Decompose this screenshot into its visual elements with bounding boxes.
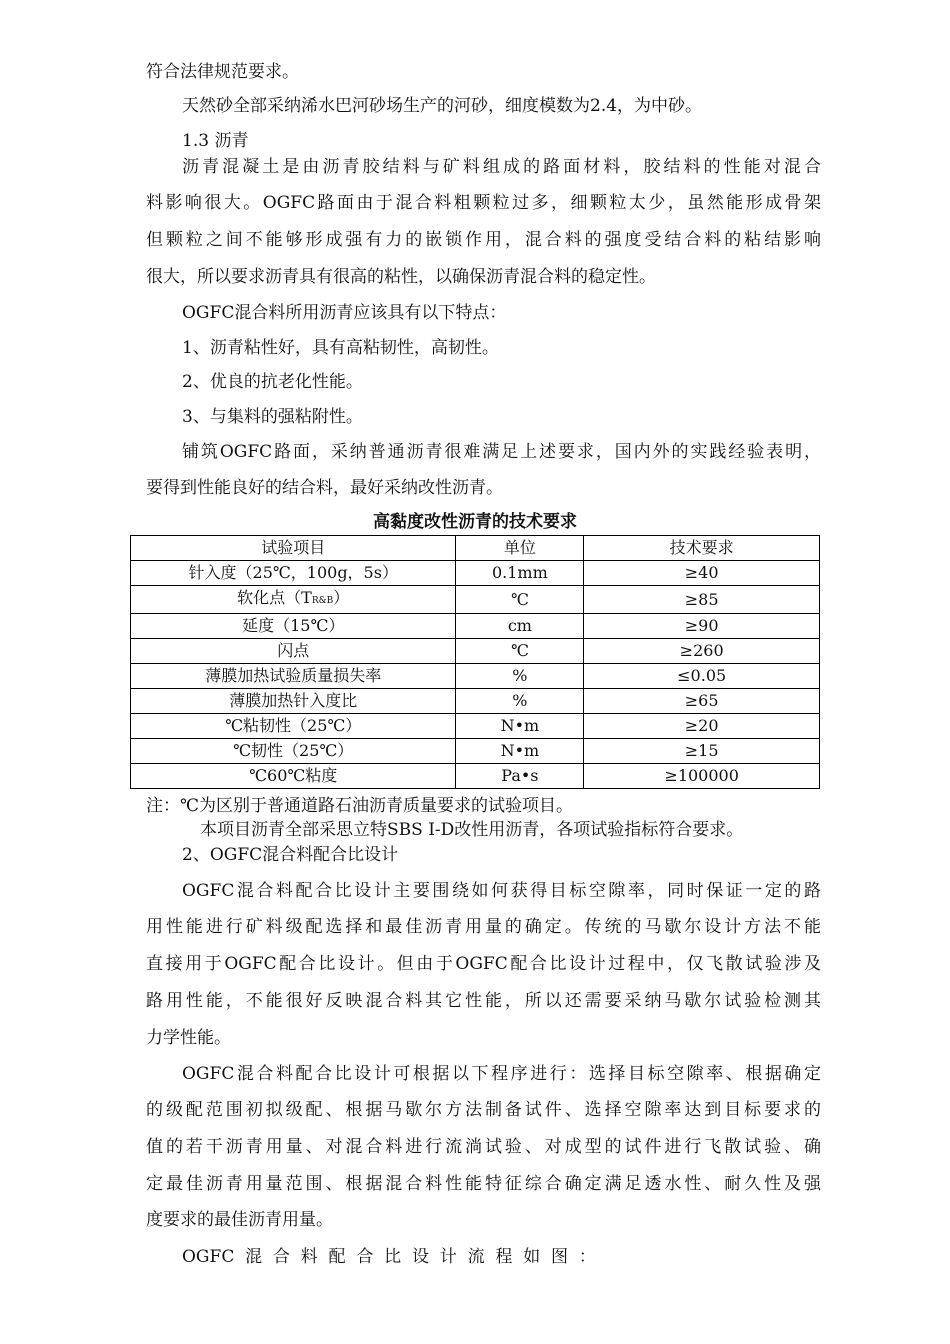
paragraph-line: OGFC混合料所用沥青应该具有以下特点： — [182, 303, 507, 323]
header-requirement: 技术要求 — [584, 536, 820, 561]
section-heading: 1.3 沥青 — [182, 131, 249, 151]
cell-item: 针入度（25℃，100g，5s） — [131, 561, 456, 586]
paragraph-line: 用性能进行矿料级配选择和最佳沥青用量的确定。传统的马歇尔设计方法不能 — [146, 917, 821, 937]
table-note: 注：℃为区别于普通道路石油沥青质量要求的试验项目。 — [146, 796, 574, 816]
paragraph-line: OGFC混合料配合比设计主要围绕如何获得目标空隙率，同时保证一定的路 — [182, 881, 821, 901]
cell-item: 薄膜加热针入度比 — [131, 689, 456, 714]
list-item: 2、优良的抗老化性能。 — [182, 372, 363, 392]
paragraph-line: 但颗粒之间不能够形成强有力的嵌锁作用，混合料的强度受结合料的粘结影响 — [146, 230, 821, 250]
paragraph-line: 力学性能。 — [146, 1028, 231, 1048]
paragraph-line: 很大，所以要求沥青具有很高的粘性，以确保沥青混合料的稳定性。 — [146, 267, 656, 287]
table-row — [131, 561, 820, 586]
cell-item: 闪点 — [131, 639, 456, 664]
section-heading: 2、OGFC混合料配合比设计 — [182, 845, 399, 865]
paragraph-line: OGFC混合料配合比设计可根据以下程序进行：选择目标空隙率、根据确定 — [182, 1064, 821, 1084]
subscript-text: R&B — [311, 596, 334, 606]
cell-requirement: ≤0.05 — [584, 664, 820, 689]
cell-requirement: ≥65 — [584, 689, 820, 714]
paragraph-line: 沥青混凝土是由沥青胶结料与矿料组成的路面材料，胶结料的性能对混合 — [182, 157, 821, 177]
table-row — [131, 614, 820, 639]
cell-unit: % — [456, 689, 584, 714]
table-row — [131, 664, 820, 689]
paragraph-line: 定最佳沥青用量范围、根据混合料性能特征综合确定满足透水性、耐久性及强 — [146, 1174, 821, 1194]
cell-unit: N•m — [456, 739, 584, 764]
cell-requirement: ≥100000 — [584, 764, 820, 789]
paragraph-line: OGFC 混 合 料 配 合 比 设 计 流 程 如 图 ： — [182, 1247, 596, 1267]
cell-item: ℃韧性（25℃） — [131, 739, 456, 764]
paragraph-line: 符合法律规范要求。 — [146, 62, 299, 82]
cell-item-suffix: ） — [333, 588, 350, 607]
table-row — [131, 689, 820, 714]
spec-table — [130, 535, 820, 789]
table-title: 高黏度改性沥青的技术要求 — [373, 512, 577, 532]
cell-item: 延度（15℃） — [131, 614, 456, 639]
paragraph-line: 路用性能，不能很好反映混合料其它性能，所以还需要采纳马歇尔试验检测其 — [146, 991, 821, 1011]
table-row — [131, 586, 820, 614]
cell-unit: % — [456, 664, 584, 689]
paragraph-line: 料影响很大。OGFC路面由于混合料粗颗粒过多，细颗粒太少，虽然能形成骨架 — [146, 193, 821, 213]
table-header-row — [131, 536, 820, 561]
header-test-item: 试验项目 — [131, 536, 456, 561]
cell-item-text: 软化点（T — [237, 588, 312, 607]
cell-unit: Pa•s — [456, 764, 584, 789]
table-row — [131, 714, 820, 739]
list-item: 3、与集料的强粘附性。 — [182, 407, 363, 427]
cell-item — [131, 586, 456, 614]
paragraph-line: 本项目沥青全部采思立特SBS I-D改性用沥青，各项试验指标符合要求。 — [200, 820, 744, 840]
cell-item: ℃粘韧性（25℃） — [131, 714, 456, 739]
cell-requirement: ≥40 — [584, 561, 820, 586]
table-row — [131, 639, 820, 664]
paragraph-line: 天然砂全部采纳浠水巴河砂场生产的河砂，细度模数为2.4，为中砂。 — [182, 96, 703, 116]
paragraph-line: 的级配范围初拟级配、根据马歇尔方法制备试件、选择空隙率达到目标要求的 — [146, 1100, 821, 1120]
cell-requirement: ≥85 — [584, 586, 820, 614]
paragraph-line: 要得到性能良好的结合料，最好采纳改性沥青。 — [146, 478, 503, 498]
cell-requirement: ≥260 — [584, 639, 820, 664]
table-row — [131, 739, 820, 764]
cell-requirement: ≥20 — [584, 714, 820, 739]
cell-unit: 0.1mm — [456, 561, 584, 586]
paragraph-line: 直接用于OGFC配合比设计。但由于OGFC配合比设计过程中，仅飞散试验涉及 — [146, 954, 821, 974]
paragraph-line: 度要求的最佳沥青用量。 — [146, 1210, 333, 1230]
cell-item: 薄膜加热试验质量损失率 — [131, 664, 456, 689]
cell-unit: ℃ — [456, 586, 584, 614]
header-unit: 单位 — [456, 536, 584, 561]
paragraph-line: 铺筑OGFC路面，采纳普通沥青很难满足上述要求，国内外的实践经验表明， — [182, 442, 821, 462]
cell-requirement: ≥90 — [584, 614, 820, 639]
list-item: 1、沥青粘性好，具有高粘韧性，高韧性。 — [182, 338, 499, 358]
cell-requirement: ≥15 — [584, 739, 820, 764]
cell-unit: N•m — [456, 714, 584, 739]
table-row — [131, 764, 820, 789]
cell-unit: ℃ — [456, 639, 584, 664]
paragraph-line: 值的若干沥青用量、对混合料进行流淌试验、对成型的试件进行飞散试验、确 — [146, 1137, 821, 1157]
cell-unit: cm — [456, 614, 584, 639]
cell-item: ℃60℃粘度 — [131, 764, 456, 789]
